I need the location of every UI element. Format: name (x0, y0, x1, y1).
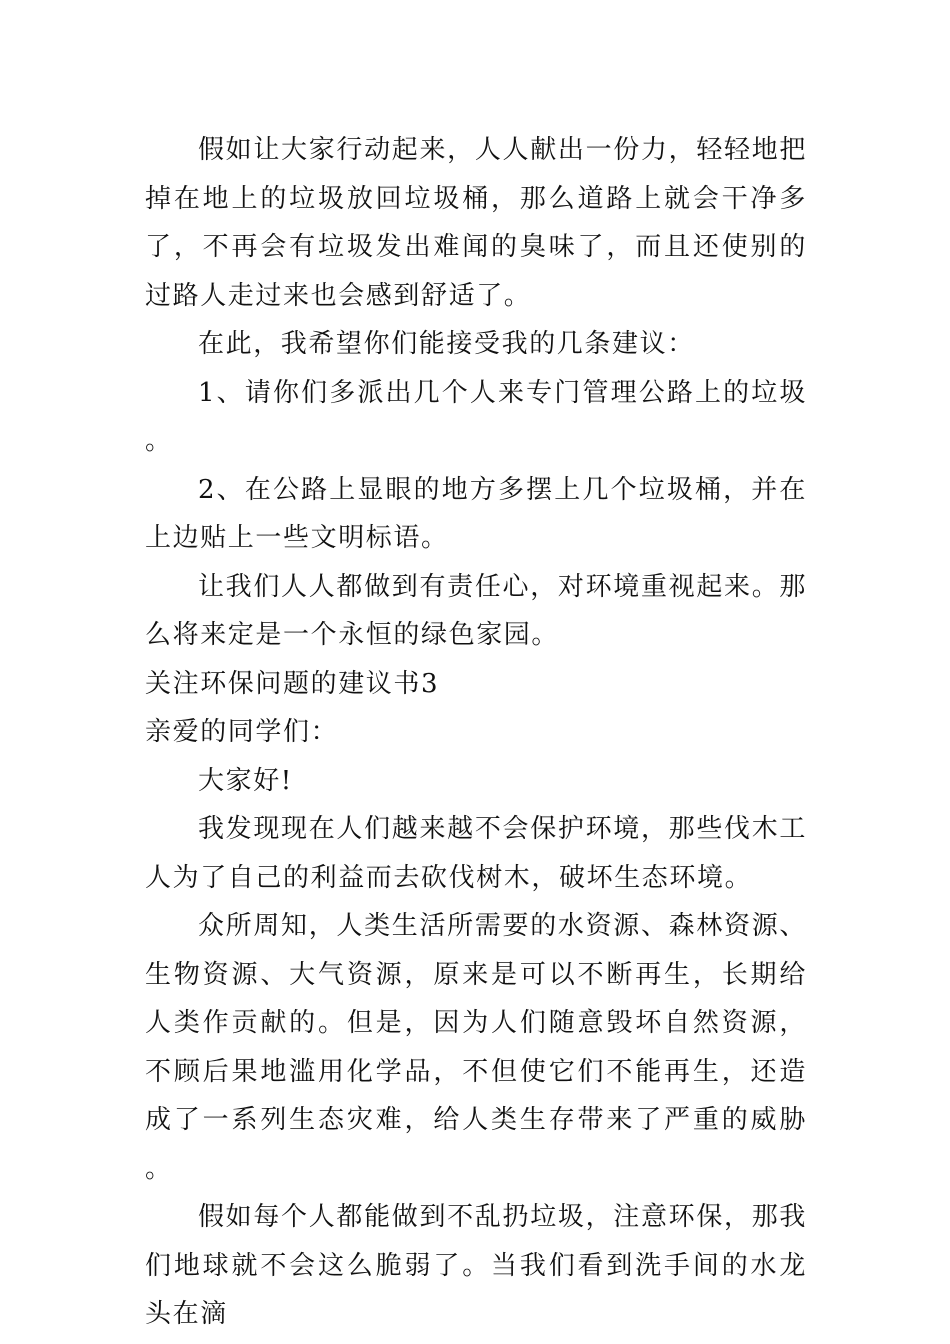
section-title: 关注环保问题的建议书3 (145, 668, 440, 699)
paragraph-resources: 众所周知，人类生活所需要的水资源、森林资源、生物资源、大气资源，原来是可以不断再生，长期给人类作贡献的。但是，因为人们随意毁坏自然资源，不顾后果地滥用化学品，不但使它们不能再生，还造成了一系列生态灾难，给人类生存带来了严重的威胁。 (145, 911, 807, 1184)
paragraph-suggestions-intro: 在此，我希望你们能接受我的几条建议： (198, 329, 695, 359)
salutation: 亲爱的同学们： (145, 717, 339, 747)
suggestion-item-2: 2、在公路上显眼的地方多摆上几个垃圾桶，并在上边贴上一些文明标语。 (145, 474, 807, 553)
paragraph-logging: 我发现现在人们越来越不会保护环境，那些伐木工人为了自己的利益而去砍伐树木，破坏生态环境。 (145, 814, 807, 893)
paragraph-litter: 假如让大家行动起来，人人献出一份力，轻轻地把掉在地上的垃圾放回垃圾桶，那么道路上就会干净多了，不再会有垃圾发出难闻的臭味了，而且还使别的过路人走过来也会感到舒适了。 (145, 135, 807, 311)
document-body (145, 126, 807, 1339)
paragraph-responsibility: 让我们人人都做到有责任心，对环境重视起来。那么将来定是一个永恒的绿色家园。 (145, 571, 807, 650)
paragraph-no-littering: 假如每个人都能做到不乱扔垃圾，注意环保，那我们地球就不会这么脆弱了。当我们看到洗手间的水龙头在滴 (145, 1202, 807, 1329)
suggestion-item-1: 1、请你们多派出几个人来专门管理公路上的垃圾。 (145, 377, 807, 456)
greeting: 大家好! (198, 765, 293, 796)
